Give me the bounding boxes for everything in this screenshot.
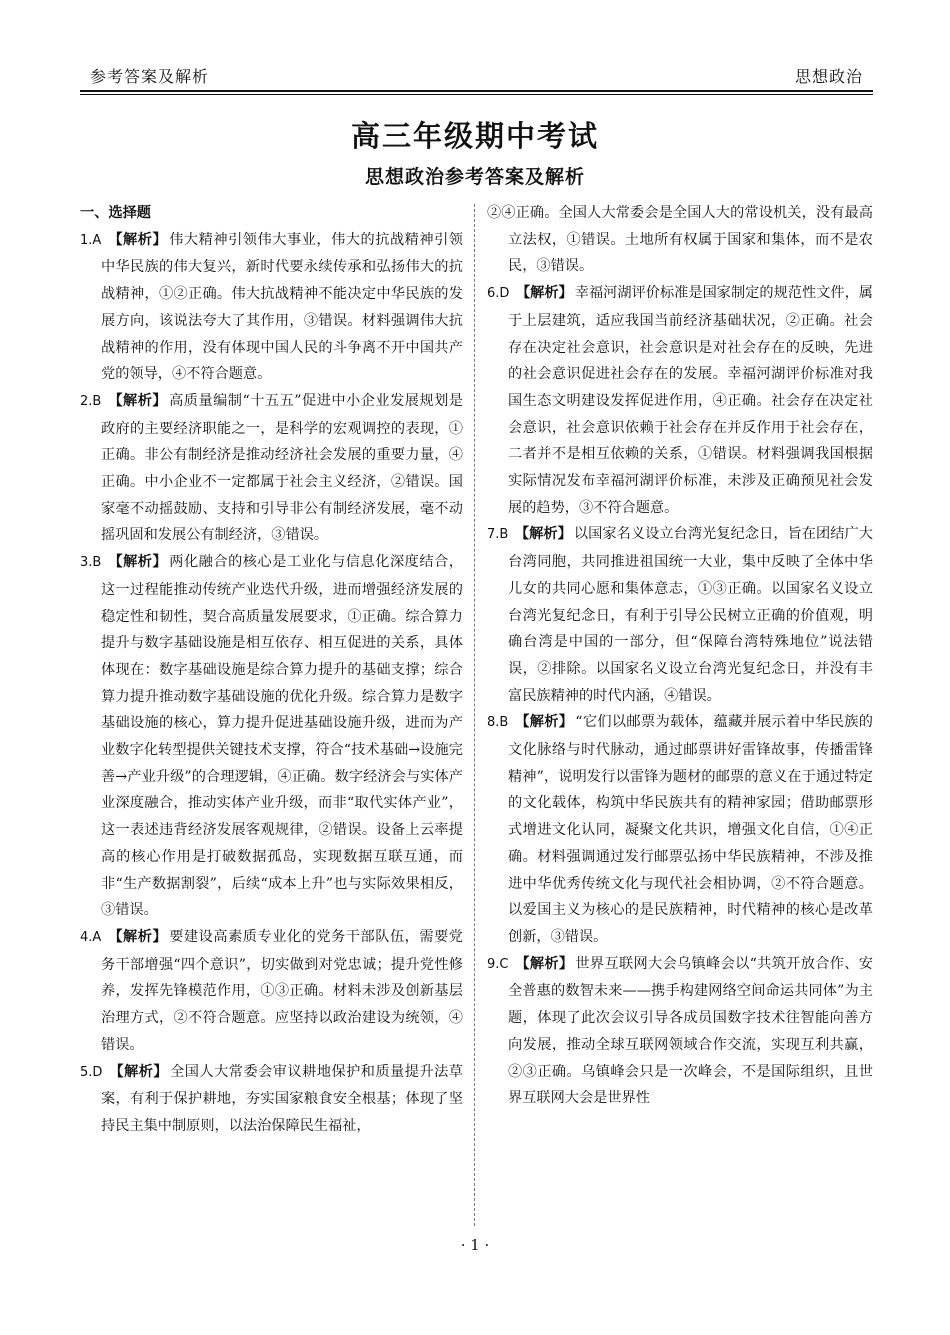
header-rule-thin — [80, 94, 873, 95]
column-divider — [474, 204, 475, 1226]
answer-text: 全国人大常委会审议耕地保护和质量提升法草案，有利于保护耕地，夯实国家粮食安全根基；体现了坚持民主集中制原则，以法治保障民生福祉， — [101, 1063, 463, 1134]
analysis-tag: 【解析】 — [108, 928, 168, 945]
answer-text: 以国家名义设立台湾光复纪念日，旨在团结广大台湾同胞，共同推进祖国统一大业，集中反映了全体中华儿女的共同心愿和集体意志，①③正确。以国家名义设立台湾光复纪念日，有利于引导公民树立正确的价值观，明确台湾是中国的一部分，但“保障台湾特殊地位”说法错误，②排除。以国家名义设立台湾光复纪念日，并没有丰富民族精神的时代内涵，④错误。 — [508, 526, 873, 704]
answer-text: 高质量编制“十五五”促进中小企业发展规划是政府的主要经济职能之一，是科学的宏观调控的表现，①正确。非公有制经济是推动经济社会发展的重要力量，④正确。中小企业不一定都属于社会主义经济，②错误。国家毫不动摇鼓励、支持和引导非公有制经济发展，毫不动摇巩固和发展公有制经济，③错误。 — [101, 392, 463, 544]
header-rule-thick — [80, 90, 873, 92]
question-number: 8.B — [487, 715, 509, 731]
page-header — [80, 52, 873, 92]
analysis-tag: 【解析】 — [108, 392, 168, 409]
question-number: 1.A — [80, 232, 102, 248]
analysis-tag: 【解析】 — [108, 231, 168, 248]
answer-text: 要建设高素质专业化的党务干部队伍，需要党务干部增强“四个意识”，切实做到对党忠诚；提升党性修养，发挥先锋模范作用，①③正确。材料未涉及创新基层治理方式，②不符合题意。应坚持以政治建设为统领，④错误。 — [101, 928, 463, 1053]
question-number: 9.C — [487, 956, 509, 972]
answer-text: “它们以邮票为载体，蕴藏并展示着中华民族的文化脉络与时代脉动，通过邮票讲好雷锋故事，传播雷锋精神”，说明发行以雷锋为题材的邮票的意义在于通过特定的文化载体，构筑中华民族共有的精神家园；借助邮票形式增进文化认同，凝聚文化共识，增强文化自信，①④正确。材料强调通过发行邮票弘扬中华民族精神，不涉及推进中华优秀传统文化与现代社会相协调，②不符合题意。以爱国主义为核心的是民族精神，时代精神的核心是改革创新，③错误。 — [508, 714, 873, 945]
analysis-tag: 【解析】 — [514, 526, 572, 543]
answer-item-5 — [80, 1059, 463, 1140]
left-column — [80, 200, 463, 1140]
page-title: 高三年级期中考试 — [350, 119, 599, 153]
answer-text: 幸福河湖评价标准是国家制定的规范性文件，属于上层建筑，适应我国当前经济基础状况，②正确。社会存在决定社会意识，社会意识是对社会存在的反映，先进的社会意识促进社会存在的发展。幸福河湖评价标准对我国生态文明建设发挥促进作用，④正确。社会存在决定社会意识，社会意识依赖于社会存在并反作用于社会存在，二者并不是相互依赖的关系，①错误。材料强调我国根据实际情况发布幸福河湖评价标准，未涉及正确预见社会发展的趋势，③不符合题意。 — [508, 285, 873, 516]
question-number: 7.B — [487, 527, 509, 543]
question-number: 3.B — [80, 555, 102, 571]
analysis-tag: 【解析】 — [515, 955, 574, 972]
answer-text: 伟大精神引领伟大事业，伟大的抗战精神引领中华民族的伟大复兴，新时代要永续传承和弘扬伟大的抗战精神，①②正确。伟大抗战精神不能决定中华民族的发展方向，该说法夸大了其作用，③错误。材料强调伟大抗战精神的作用，没有体现中国人民的斗争离不开中国共产党的领导，④不符合题意。 — [101, 231, 463, 383]
header-right-label: 思想政治 — [794, 67, 863, 86]
answer-item-8 — [487, 709, 873, 950]
question-number: 6.D — [487, 286, 510, 302]
answer-item-6 — [487, 280, 873, 521]
answer-item-3 — [80, 549, 463, 924]
page-subtitle: 思想政治参考答案及解析 — [364, 166, 585, 188]
header-left-label: 参考答案及解析 — [90, 67, 210, 86]
answer-item-5-continued — [487, 200, 873, 280]
answer-item-2 — [80, 388, 463, 549]
question-number: 2.B — [80, 393, 102, 409]
question-number: 5.D — [80, 1064, 103, 1080]
answer-item-4 — [80, 924, 463, 1059]
answer-item-7 — [487, 521, 873, 709]
answer-text: 世界互联网大会乌镇峰会以“共筑开放合作、安全普惠的数智未来——携手构建网络空间命运共同体”为主题，体现了此次会议引导各成员国数字技术往智能向善方向发展，推动全球互联网领域合作交流，实现互利共赢，②③正确。乌镇峰会只是一次峰会，不是国际组织，且世界互联网大会是世界性 — [508, 955, 873, 1107]
answer-text: ②④正确。全国人大常委会是全国人大的常设机关，没有最高立法权，①错误。土地所有权属于国家和集体，而不是农民，③错误。 — [487, 205, 873, 275]
answer-item-1 — [80, 227, 463, 388]
analysis-tag: 【解析】 — [515, 714, 574, 731]
answer-item-9 — [487, 951, 873, 1112]
analysis-tag: 【解析】 — [515, 285, 573, 302]
analysis-tag: 【解析】 — [109, 1063, 169, 1080]
section-title: 一、选择题 — [80, 205, 151, 221]
answer-text: 两化融合的核心是工业化与信息化深度结合，这一过程能推动传统产业迭代升级，进而增强经济发展的稳定性和韧性，契合高质量发展要求，①正确。综合算力提升与数字基础设施是相互依存、相互促进的关系，具体体现在：数字基础设施是综合算力提升的基础支撑；综合算力提升推动数字基础设施的优化升级。综合算力是数字基础设施的核心，算力提升促进基础设施升级，进而为产业数字化转型提供关键技术支撑，符合“技术基础→设施完善→产业升级”的合理逻辑，④正确。数字经济会与实体产业深度融合，推动实体产业升级，而非“取代实体产业”，这一表述违背经济发展客观规律，②错误。设备上云率提高的核心作用是打破数据孤岛，实现数据互联互通，而非“生产数据割裂”，后续“成本上升”也与实际效果相反，③错误。 — [101, 554, 463, 919]
right-column — [487, 200, 873, 1112]
analysis-tag: 【解析】 — [108, 554, 168, 571]
question-number: 4.A — [80, 929, 102, 945]
page-number: · 1 · — [460, 1236, 490, 1254]
